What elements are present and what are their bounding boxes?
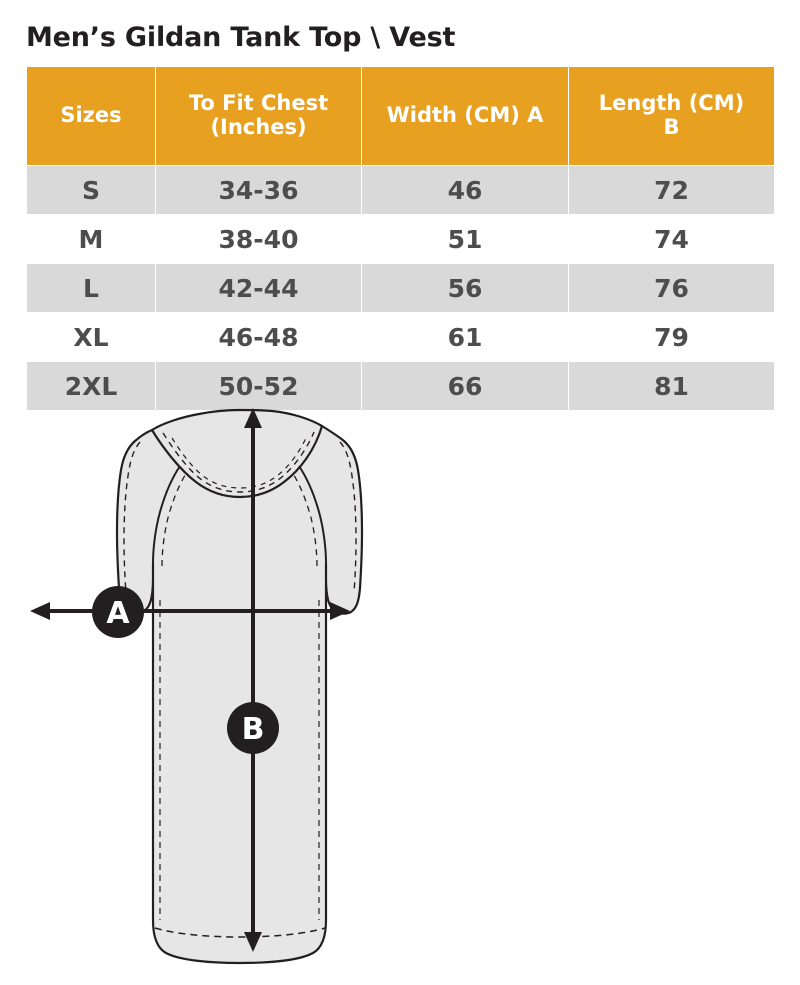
garment-outline — [117, 410, 362, 963]
cell-width: 66 — [362, 362, 569, 411]
cell-width: 61 — [362, 313, 569, 362]
cell-chest: 50-52 — [156, 362, 362, 411]
column-header-length-line1: Length (CM) — [598, 91, 745, 116]
cell-width: 51 — [362, 215, 569, 264]
cell-length: 81 — [569, 362, 775, 411]
column-header-chest-line2: (Inches) — [210, 115, 307, 139]
cell-length: 76 — [569, 264, 775, 313]
tank-top-illustration — [117, 410, 362, 963]
cell-length: 79 — [569, 313, 775, 362]
cell-chest: 34-36 — [156, 166, 362, 215]
cell-size: S — [27, 166, 156, 215]
cell-width: 46 — [362, 166, 569, 215]
page-title: Men’s Gildan Tank Top \ Vest — [26, 22, 456, 53]
cell-size: XL — [27, 313, 156, 362]
cell-size: L — [27, 264, 156, 313]
table-row — [27, 166, 775, 215]
column-header-sizes — [27, 67, 156, 166]
table-row — [27, 313, 775, 362]
column-header-length — [569, 67, 775, 166]
garment-diagram — [0, 400, 800, 985]
cell-size: 2XL — [27, 362, 156, 411]
cell-chest: 38-40 — [156, 215, 362, 264]
cell-chest: 42-44 — [156, 264, 362, 313]
column-header-width — [362, 67, 569, 166]
table-row — [27, 264, 775, 313]
cell-size: M — [27, 215, 156, 264]
cell-width: 56 — [362, 264, 569, 313]
column-header-width-line1: Width (CM) A — [386, 103, 544, 128]
measure-a-label: A — [106, 596, 130, 631]
table-header-row — [27, 67, 775, 166]
table-row — [27, 215, 775, 264]
cell-length: 72 — [569, 166, 775, 215]
column-header-chest-line1: To Fit Chest — [188, 91, 329, 116]
size-table — [26, 66, 775, 411]
measure-b-label: B — [241, 712, 265, 747]
column-header-length-line2: B — [663, 115, 680, 139]
cell-length: 74 — [569, 215, 775, 264]
column-header-sizes-line1: Sizes — [60, 103, 122, 128]
cell-chest: 46-48 — [156, 313, 362, 362]
column-header-chest — [156, 67, 362, 166]
